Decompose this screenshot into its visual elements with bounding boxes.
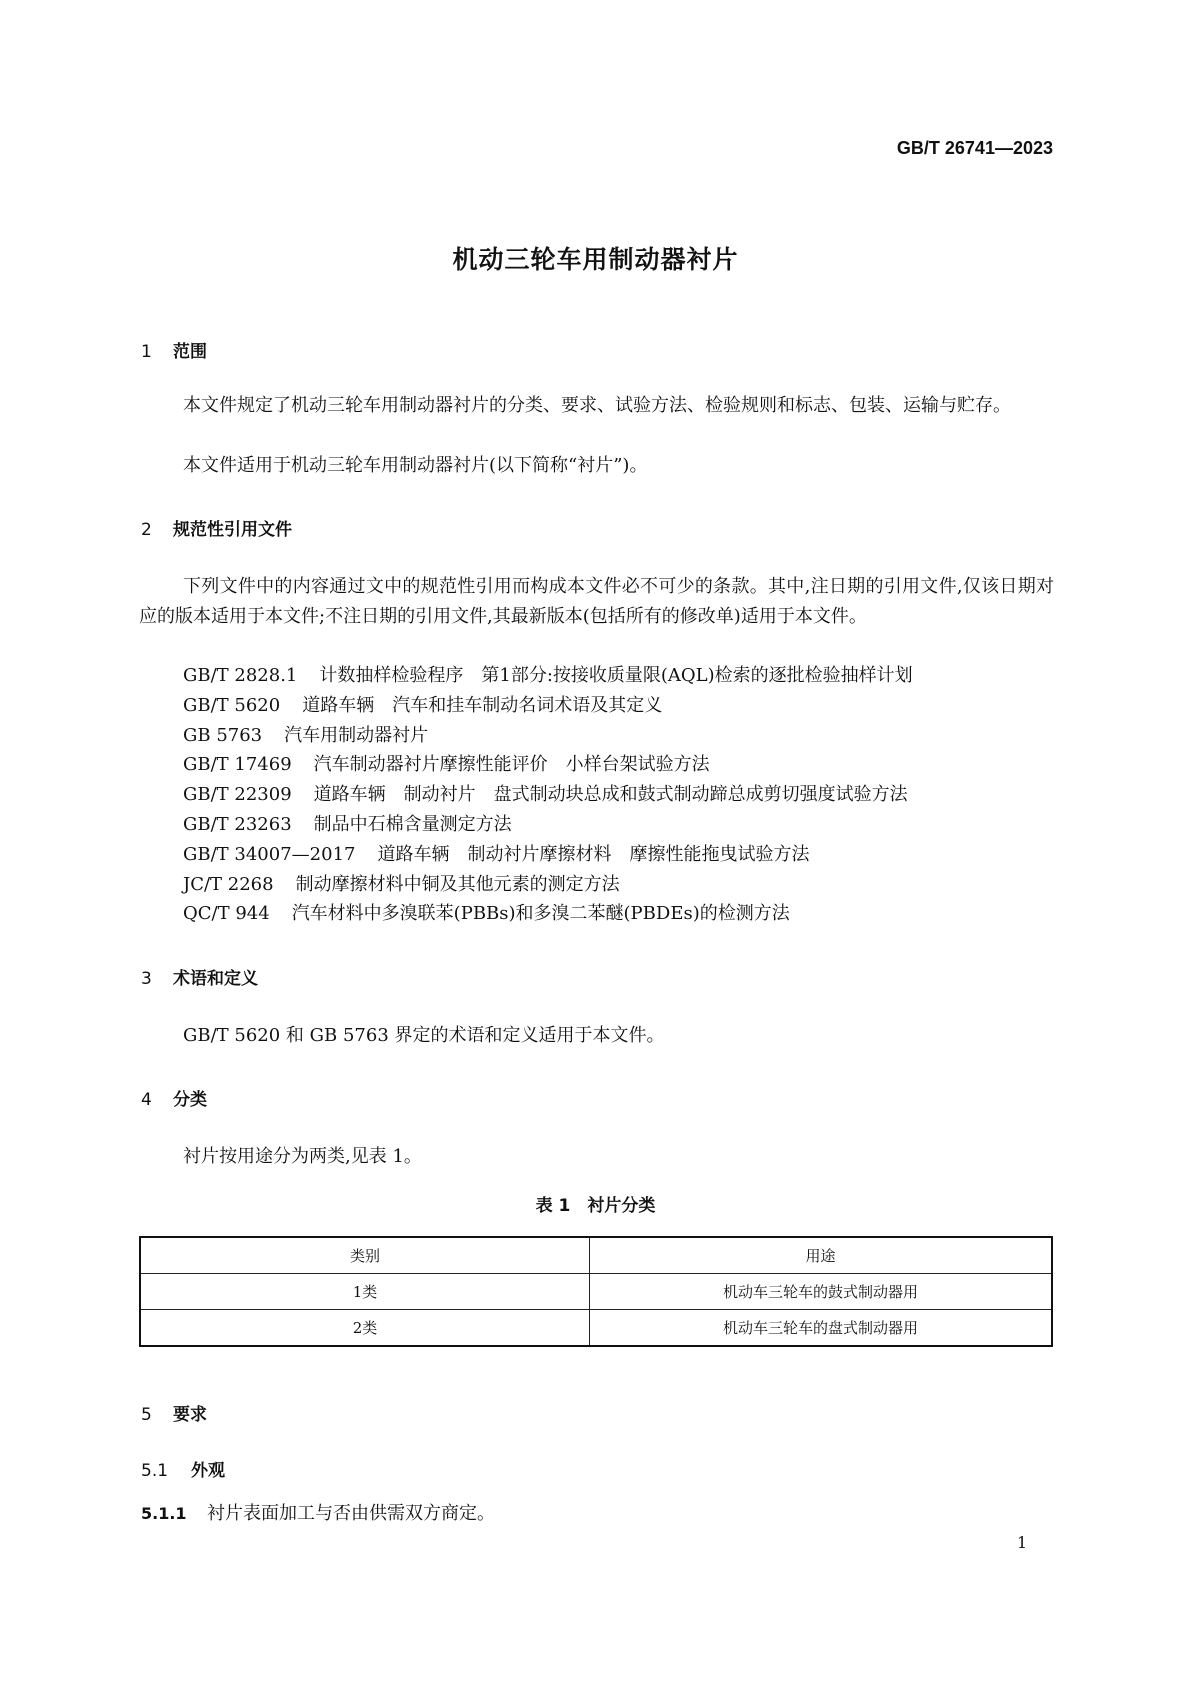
reference-title: 汽车用制动器衬片 (284, 724, 429, 746)
reference-title: 计数抽样检验程序 第1部分:按接收质量限(AQL)检索的逐批检验抽样计划 (319, 665, 913, 686)
reference-title: 道路车辆 制动衬片 盘式制动块总成和鼓式制动蹄总成剪切强度试验方法 (313, 784, 908, 806)
reference-item (183, 780, 908, 810)
document-title: 机动三轮车用制动器衬片 (452, 245, 739, 274)
paragraph: 下列文件中的内容通过文中的规范性引用而构成本文件必不可少的条款。其中,注日期的引用文件,仅该日期对应的版本适用于本文件;不注日期的引用文件,其最新版本(包括所有的修改单)适用于本文件。 (139, 576, 1054, 627)
clause-number: 5.1.1 (141, 1504, 187, 1523)
reference-code: GB 5763 (183, 724, 263, 746)
table-cell: 2类 (140, 1310, 590, 1347)
paragraph: GB/T 5620 和 GB 5763 界定的术语和定义适用于本文件。 (183, 1025, 665, 1046)
reference-code: GB/T 34007—2017 (183, 843, 356, 865)
reference-item (183, 661, 913, 691)
section-title: 要求 (173, 1405, 207, 1425)
section-heading-4 (141, 1085, 207, 1110)
reference-code: GB/T 23263 (183, 814, 292, 835)
table-row (140, 1274, 1052, 1310)
reference-title: 汽车制动器衬片摩擦性能评价 小样台架试验方法 (313, 754, 710, 776)
reference-item (183, 870, 620, 900)
reference-code: GB/T 2828.1 (183, 665, 298, 686)
section-number: 5 (141, 1405, 152, 1425)
reference-code: QC/T 944 (183, 903, 270, 925)
section-number: 1 (141, 342, 152, 362)
section-title: 规范性引用文件 (173, 520, 292, 540)
section-number: 2 (141, 520, 152, 540)
paragraph: 本文件规定了机动三轮车用制动器衬片的分类、要求、试验方法、检验规则和标志、包装、运输与贮存。 (183, 395, 1011, 416)
subsection-heading (141, 1456, 225, 1481)
reference-title: 道路车辆 制动衬片摩擦材料 摩擦性能拖曳试验方法 (377, 843, 810, 865)
section-heading-3 (141, 964, 258, 989)
table-header: 用途 (590, 1237, 1053, 1274)
reference-item (183, 721, 428, 751)
clause-text: 衬片表面加工与否由供需双方商定。 (207, 1503, 495, 1524)
section-title: 术语和定义 (173, 969, 258, 989)
reference-item (183, 691, 662, 721)
section-title: 范围 (173, 342, 207, 362)
table-cell: 机动车三轮车的盘式制动器用 (590, 1310, 1053, 1347)
reference-title: 道路车辆 汽车和挂车制动名词术语及其定义 (302, 694, 663, 716)
reference-title: 制动摩擦材料中铜及其他元素的测定方法 (295, 873, 620, 895)
classification-table (139, 1236, 1053, 1347)
reference-code: JC/T 2268 (183, 873, 274, 895)
page-number: 1 (1017, 1533, 1028, 1552)
table-header: 类别 (140, 1237, 590, 1274)
table-row (140, 1310, 1052, 1347)
paragraph: 衬片按用途分为两类,见表 1。 (183, 1146, 422, 1167)
reference-item (183, 750, 710, 780)
reference-item (183, 899, 790, 929)
reference-code: GB/T 17469 (183, 754, 292, 776)
table-caption: 表 1 衬片分类 (535, 1196, 656, 1216)
paragraph: 本文件适用于机动三轮车用制动器衬片(以下简称“衬片”)。 (183, 455, 648, 476)
reference-title: 汽车材料中多溴联苯(PBBs)和多溴二苯醚(PBDEs)的检测方法 (291, 903, 790, 925)
section-heading-5 (141, 1400, 207, 1425)
standard-number: GB/T 26741—2023 (896, 138, 1053, 158)
reference-code: GB/T 5620 (183, 694, 281, 716)
clause (141, 1499, 495, 1529)
subsection-title: 外观 (191, 1461, 225, 1481)
reference-item (183, 810, 512, 840)
table-header-row (140, 1237, 1052, 1274)
table-cell: 机动车三轮车的鼓式制动器用 (590, 1274, 1053, 1310)
section-title: 分类 (173, 1090, 207, 1110)
section-number: 3 (141, 969, 152, 989)
section-heading-1 (141, 337, 207, 362)
reference-item (183, 840, 809, 870)
table-cell: 1类 (140, 1274, 590, 1310)
section-heading-2 (141, 515, 292, 540)
subsection-number: 5.1 (141, 1461, 169, 1481)
reference-title: 制品中石棉含量测定方法 (313, 814, 512, 835)
section-number: 4 (141, 1090, 152, 1110)
reference-code: GB/T 22309 (183, 784, 292, 806)
